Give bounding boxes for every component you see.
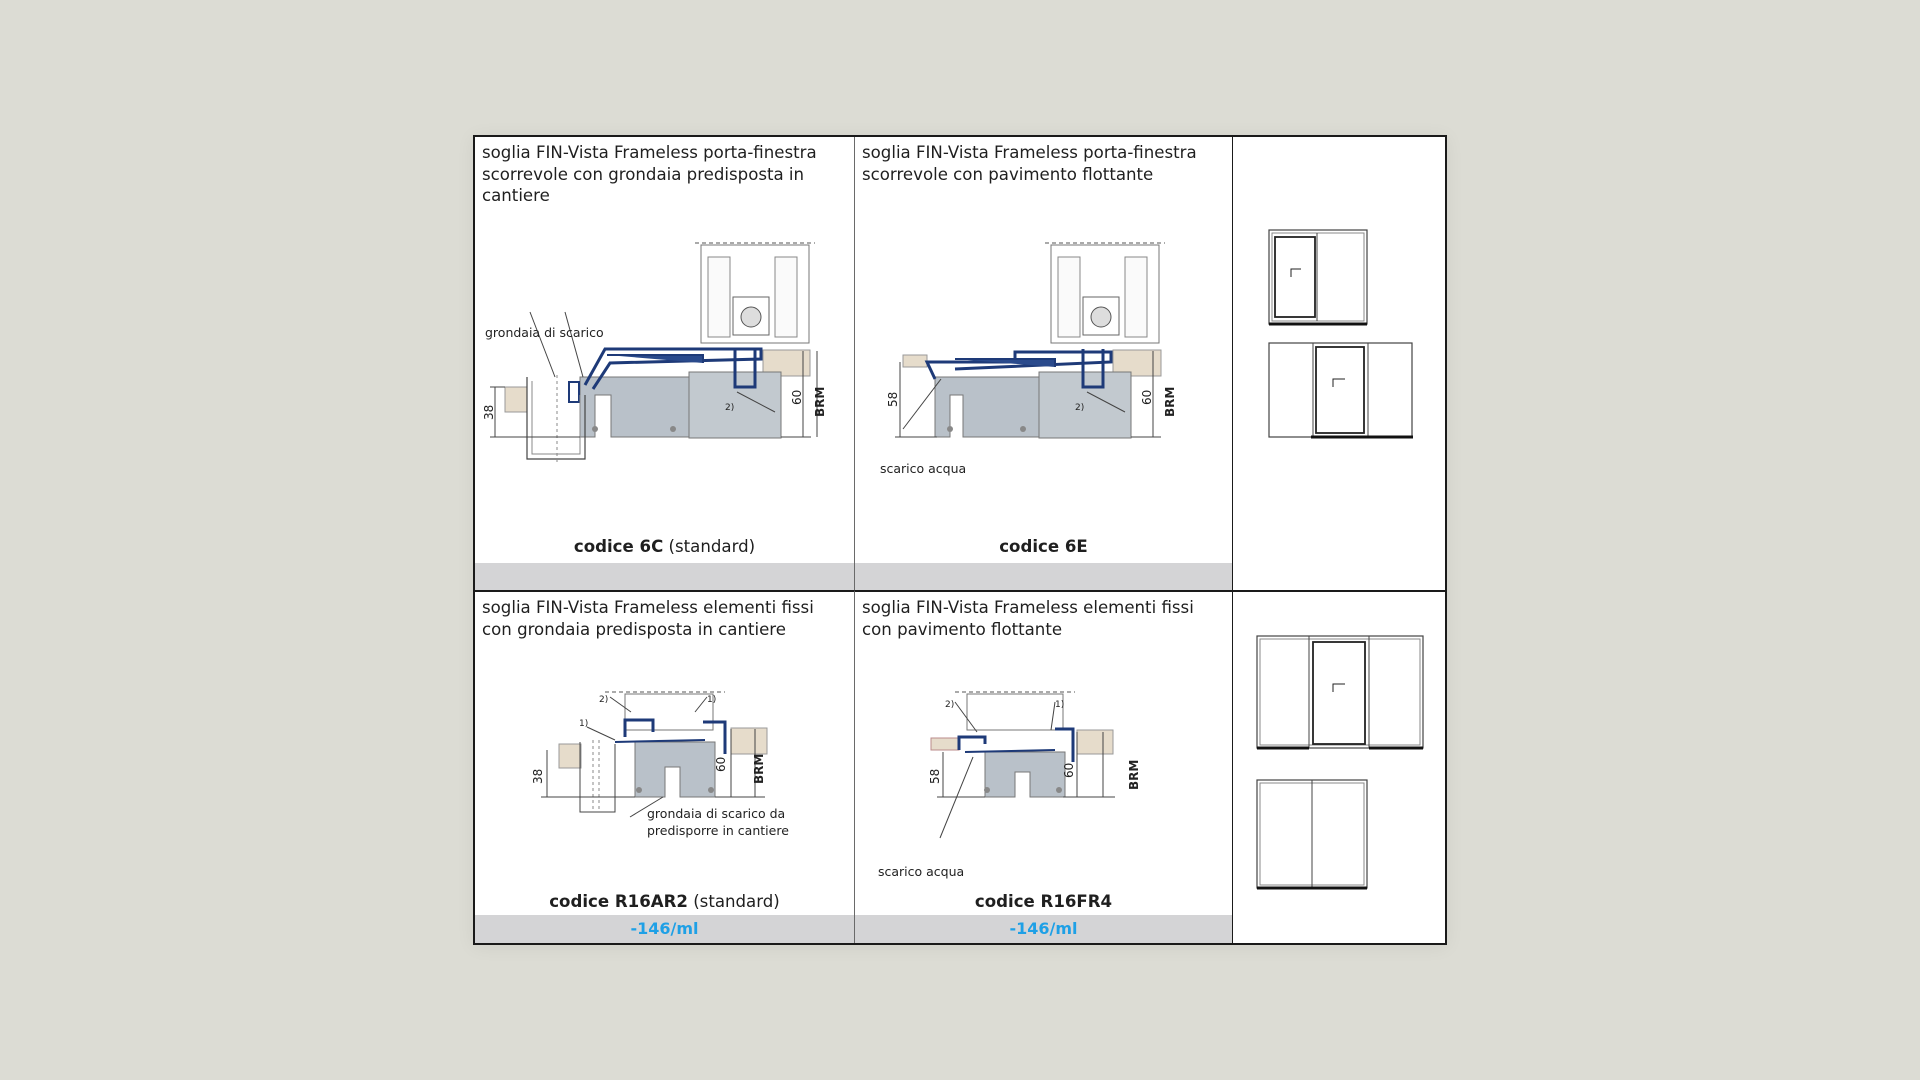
dim-side-label: 38 (531, 768, 545, 784)
water-label: scarico acqua (880, 461, 967, 476)
ref-2-label: 2) (1075, 403, 1085, 413)
window-elevation-drawing (1233, 592, 1445, 943)
section-drawing-r16ar2 (475, 592, 854, 943)
ref-1-label: 1) (707, 695, 717, 705)
water-label: scarico acqua (878, 864, 965, 879)
ref-1-label: 1) (1055, 700, 1065, 710)
dim-height-label: 60 (714, 756, 728, 772)
section-drawing-r16fr4 (855, 592, 1232, 943)
ref-2-label: 2) (725, 403, 735, 413)
price-band: -146/ml (475, 915, 854, 943)
drain-label: grondaia di scarico (485, 325, 604, 340)
elevation-cell-sliding (1232, 137, 1445, 590)
product-code: codice R16AR2 (standard) (549, 892, 780, 911)
ref-1-label-left: 1) (579, 719, 589, 729)
drain-label-line1: grondaia di scarico da (647, 806, 786, 821)
cell-title: soglia FIN-Vista Frameless porta-finestra scorrevole con pavimento flottante (862, 143, 1197, 184)
section-drawing-6e (855, 137, 1232, 590)
cell-title: soglia FIN-Vista Frameless elementi fissi con grondaia predisposta in cantiere (482, 598, 814, 639)
cell-r16fr4 (854, 590, 1232, 943)
cell-title: soglia FIN-Vista Frameless elementi fissi con pavimento flottante (862, 598, 1194, 639)
threshold-spec-sheet (473, 135, 1447, 945)
product-code: codice R16FR4 (974, 892, 1113, 911)
ref-2-label: 2) (599, 695, 609, 705)
price-band: -146/ml (855, 915, 1232, 943)
price-band (475, 563, 854, 590)
section-drawing-6c (475, 137, 854, 590)
drain-label-line2: predisporre in cantiere (647, 823, 789, 838)
brm-label: BRM (752, 753, 766, 784)
price-band (855, 563, 1232, 590)
brm-label: BRM (1163, 386, 1177, 417)
dim-height-label: 60 (790, 389, 804, 405)
dim-side-label: 38 (482, 404, 496, 420)
cell-title: soglia FIN-Vista Frameless porta-finestra scorrevole con grondaia predisposta in cantiere (482, 143, 817, 205)
product-code: codice 6C (standard) (573, 537, 756, 556)
brm-label: BRM (1127, 759, 1141, 790)
window-elevation-drawing (1233, 137, 1445, 590)
elevation-cell-fixed (1232, 590, 1445, 943)
dim-side-label: 58 (886, 391, 900, 407)
dim-height-label: 60 (1140, 389, 1154, 405)
cell-6e (854, 137, 1232, 590)
cell-r16ar2 (475, 590, 854, 943)
dim-side-label: 58 (928, 768, 942, 784)
brm-label: BRM (813, 386, 827, 417)
ref-2-label: 2) (945, 700, 955, 710)
product-code: codice 6E (999, 537, 1088, 556)
cell-6c (475, 137, 854, 590)
dim-height-label: 60 (1062, 762, 1076, 778)
